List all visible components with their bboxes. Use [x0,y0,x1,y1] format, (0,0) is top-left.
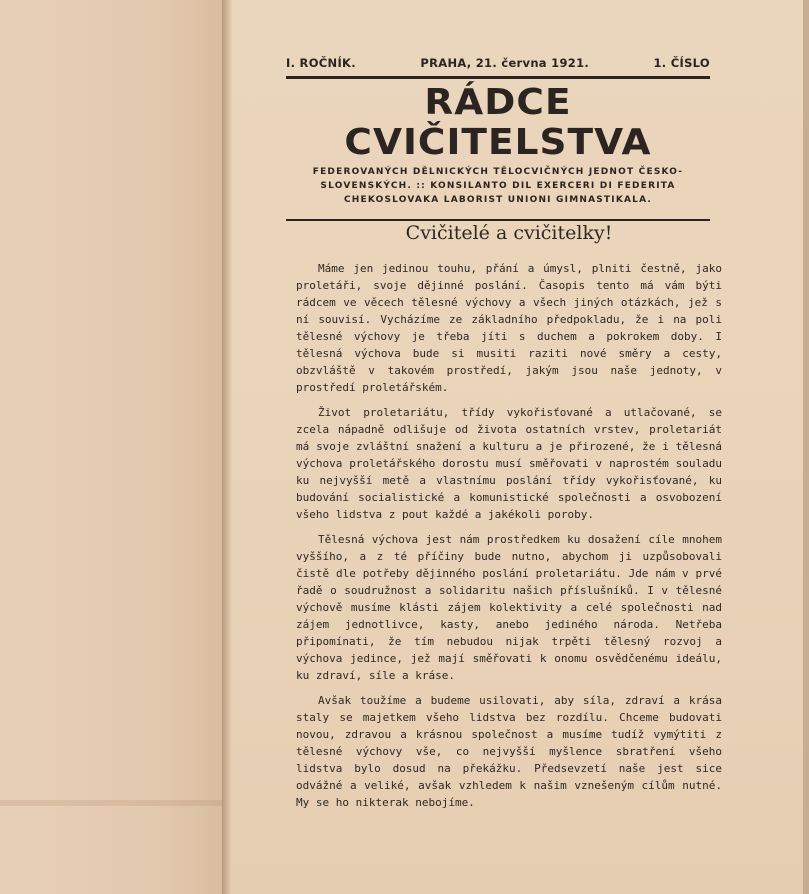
left-page [0,0,226,894]
subtitle-line-3: CHEKOSLOVAKA LABORIST UNIONI GIMNASTIKALA. [343,195,653,205]
masthead-meta-row [286,56,710,70]
issue-number: 1. ČÍSLO [653,56,710,70]
publication-subtitle [286,165,710,207]
article [296,222,722,819]
page-edge [803,0,809,894]
publication-title: RÁDCE CVIČITELSTVA [344,82,652,163]
article-paragraph: Život proletariátu, třídy vykořisťované a utlačované, se zcela nápadně odlišuje od života ostatních vrstev, proletariát má svoje zvláštní snažení a kulturu a je přirozené, že i tělesná výchova proletářského dorostu musí směřovati v naprostém souladu ku nejvyšší metě a vlastnímu poslání třídy vykořisťované, ku budování socialistické a komunistické společnosti a osvobození všeho lidstva z pout každé a jakékoli poroby. [296,406,722,521]
masthead [286,56,710,221]
subtitle-line-2: SLOVENSKÝCH. :: KONSILANTO DIL EXERCERI DI FEDERITA [320,181,676,191]
masthead-rule-top [286,76,710,79]
article-headline: Cvičitelé a cvičitelky! [405,222,613,244]
page-fold [0,800,226,806]
article-paragraph: Máme jen jedinou touhu, přání a úmysl, plniti čestně, jako proletáři, svoje dějinné poslání. Časopis tento má vám býti rádcem ve věcech tělesné výchovy a všech jiných otázkách, jež s ní souvisí. Vycházíme ze základního předpokladu, že i na poli tělesné výchovy je třeba jíti s duchem a pokrokem doby. I tělesná výchova bude si musiti raziti nové směry a cesty, obzvláště v takovém prostředí, jakým jsou naše jednoty, v prostředí proletářském. [296,262,722,394]
place-date: PRAHA, 21. června 1921. [420,56,590,70]
subtitle-line-1: FEDEROVANÝCH DĚLNICKÝCH TĚLOCVIČNÝCH JEDNOT ČESKO- [312,167,684,177]
article-paragraph: Avšak toužíme a budeme usilovati, aby síla, zdraví a krása staly se majetkem všeho lidstva bez rozdílu. Chceme budovati novou, zdravou a krásnou společnost a musíme tudíž vymýtiti z tělesné výchovy vše, co nejvyšší myšlence sbratření všeho lidstva bylo dosud na překážku. Předsevzetí naše jest sice odvážné a veliké, avšak vzhledem k našim vznešeným cílům nutné. My se ho nikterak nebojíme. [296,694,722,809]
book-gutter [222,0,232,894]
article-paragraph: Tělesná výchova jest nám prostředkem ku dosažení cíle mnohem vyššího, a z té příčiny bude nutno, abychom ji uzpůsobovali čistě dle potřeby dějinného poslání proletariátu. Jde nám v prvé řadě o soudružnost a solidaritu našich příslušníků. I v tělesné výchově musíme klásti zájem kolektivity a celé společnosti nad zájem jednotlivce, kasty, anebo jediného národa. Netřeba připomínati, že tím nebudou nijak trpěti tělesný rozvoj a výchova jedince, jež mají směřovati k onomu osvědčenému ideálu, ku zdraví, síle a kráse. [296,533,722,682]
masthead-rule-bottom [286,219,710,221]
volume-label: I. ROČNÍK. [286,56,356,70]
